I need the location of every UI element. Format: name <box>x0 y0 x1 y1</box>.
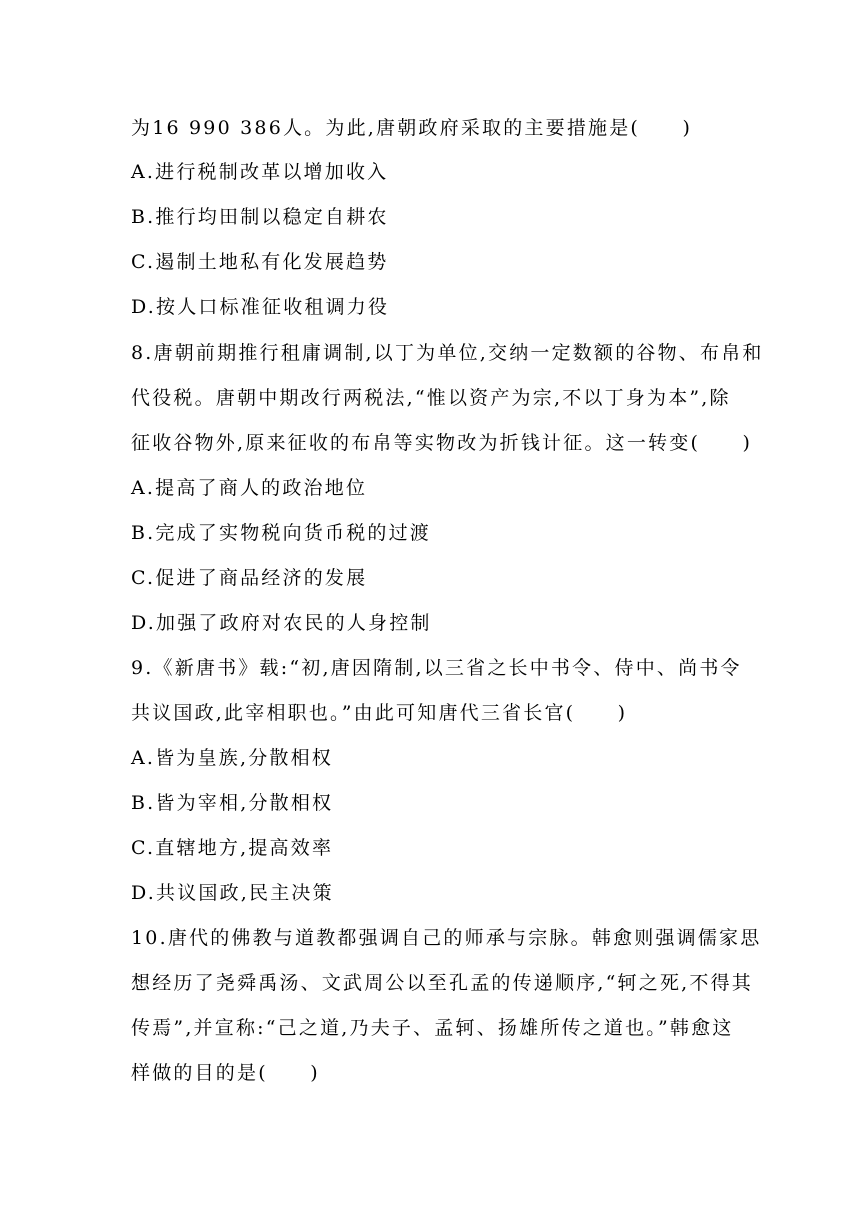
q10-stem-line-1: 10.唐代的佛教与道教都强调自己的师承与宗脉。韩愈则强调儒家思 <box>131 927 762 949</box>
q8-option-d: D.加强了政府对农民的人身控制 <box>131 612 432 634</box>
q7-option-d: D.按人口标准征收租调力役 <box>131 296 390 318</box>
q9-option-d: D.共议国政,民主决策 <box>131 882 334 904</box>
q7-stem-tail: 为16 990 386人。为此,唐朝政府采取的主要措施是( ) <box>131 117 693 139</box>
q10-stem-line-4: 样做的目的是( ) <box>131 1062 320 1084</box>
q9-option-b: B.皆为宰相,分散相权 <box>131 792 334 814</box>
q8-stem-line-1: 8.唐朝前期推行租庸调制,以丁为单位,交纳一定数额的谷物、布帛和 <box>131 342 764 364</box>
q8-option-c: C.促进了商品经济的发展 <box>131 567 368 589</box>
q7-option-b: B.推行均田制以稳定自耕农 <box>131 206 389 228</box>
q8-option-b: B.完成了实物税向货币税的过渡 <box>131 522 432 544</box>
q7-option-a: A.进行税制改革以增加收入 <box>131 161 389 183</box>
q9-option-a: A.皆为皇族,分散相权 <box>131 747 334 769</box>
q8-stem-line-3: 征收谷物外,原来征收的布帛等实物改为折钱计征。这一转变( ) <box>131 432 753 454</box>
q9-stem-line-1: 9.《新唐书》载:“初,唐因隋制,以三省之长中书令、侍中、尚书令 <box>131 657 742 679</box>
q7-option-c: C.遏制土地私有化发展趋势 <box>131 251 389 273</box>
q8-option-a: A.提高了商人的政治地位 <box>131 477 368 499</box>
q8-stem-line-2: 代役税。唐朝中期改行两税法,“惟以资产为宗,不以丁身为本”,除 <box>131 387 731 409</box>
q9-option-c: C.直辖地方,提高效率 <box>131 837 334 859</box>
q10-stem-line-3: 传焉”,并宣称:“己之道,乃夫子、孟轲、扬雄所传之道也。”韩愈这 <box>131 1017 734 1039</box>
q9-stem-line-2: 共议国政,此宰相职也。”由此可知唐代三省长官( ) <box>131 702 628 724</box>
q10-stem-line-2: 想经历了尧舜禹汤、文武周公以至孔孟的传递顺序,“轲之死,不得其 <box>131 972 753 994</box>
